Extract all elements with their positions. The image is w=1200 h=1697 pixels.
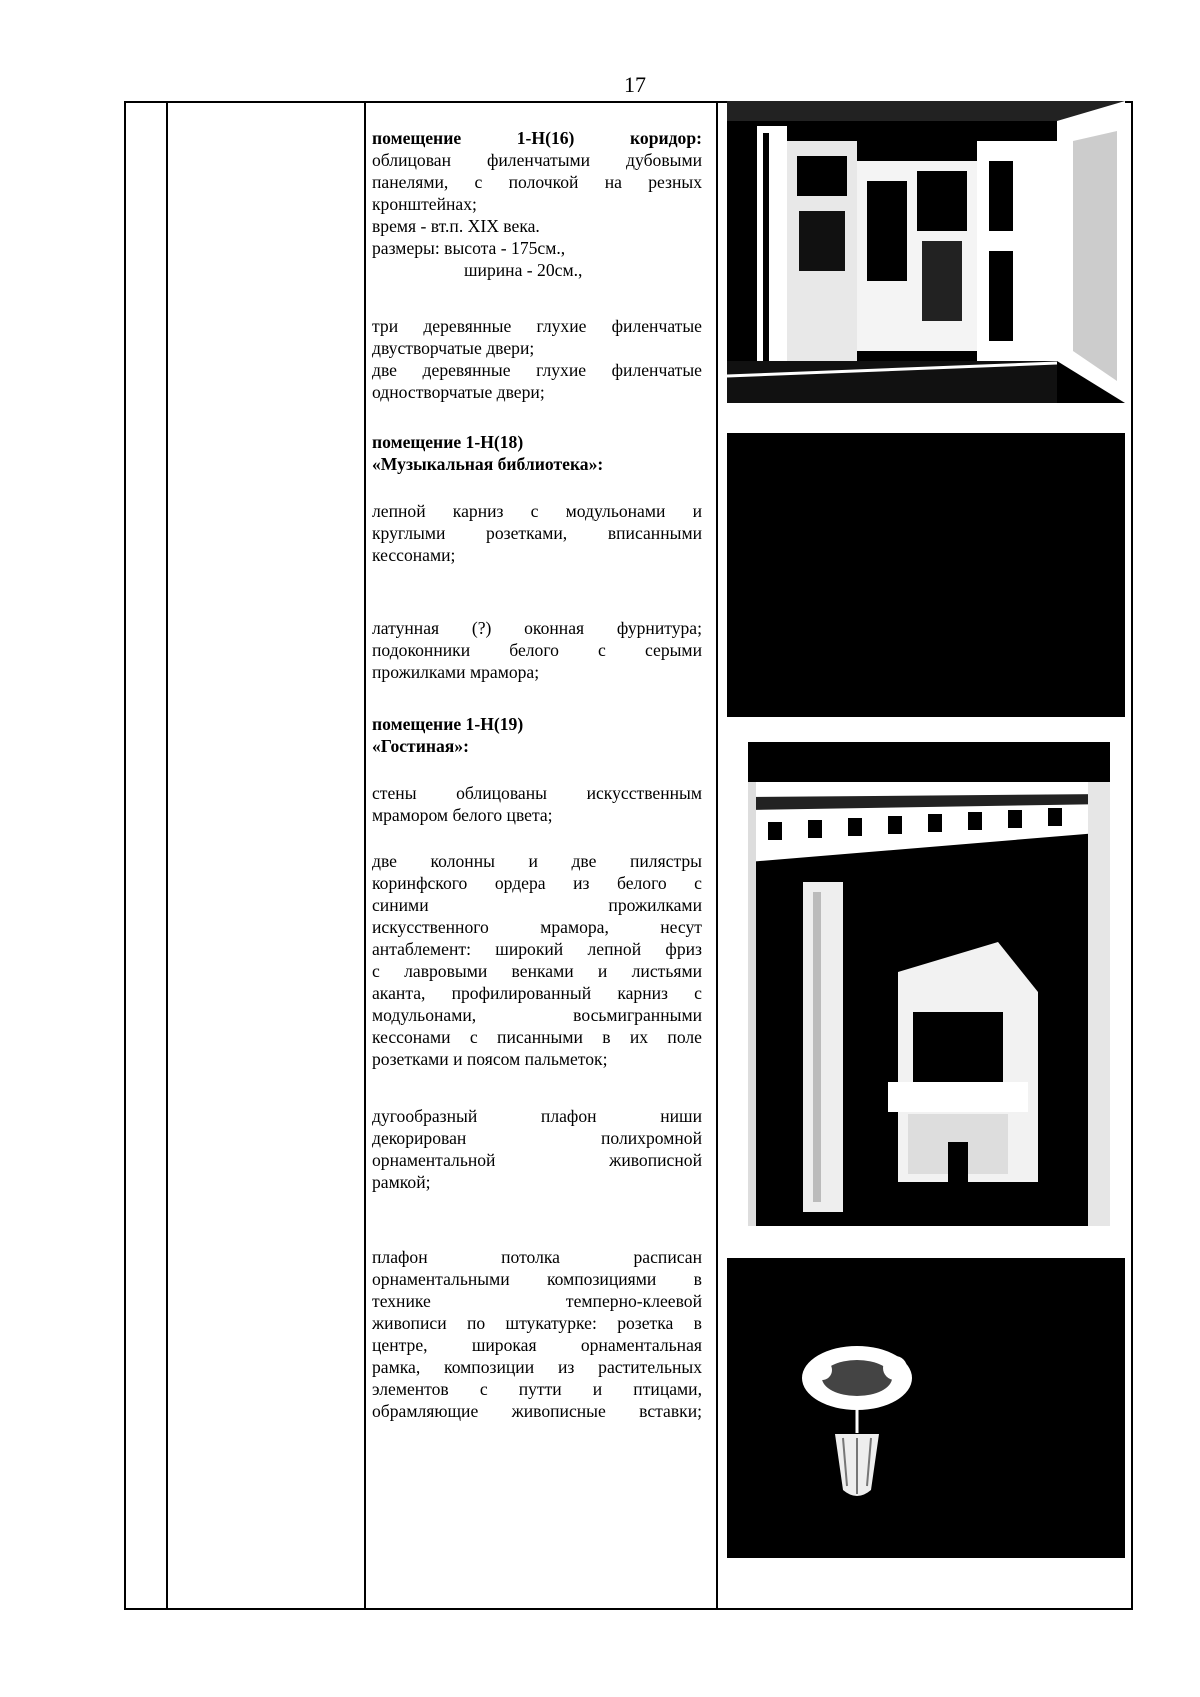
text-line: кессонами с писанными в их поле	[372, 1027, 702, 1047]
text-line: искусственного мрамора, несут	[372, 917, 702, 937]
text-line: кессонами;	[372, 545, 456, 565]
library-photo	[727, 433, 1125, 717]
text-line: модульонами, восьмигранными	[372, 1005, 702, 1025]
text-line: орнаментальными композициями в	[372, 1269, 702, 1289]
text-line: одностворчатые двери;	[372, 382, 545, 402]
text-line: круглыми розетками, вписанными	[372, 523, 702, 543]
text-line: кронштейнах;	[372, 194, 477, 214]
text-line: панелями, с полочкой на резных	[372, 172, 702, 192]
section-library-cornice	[372, 500, 702, 566]
text-line: дугообразный плафон ниши	[372, 1106, 702, 1126]
text-line: аканта, профилированный карниз с	[372, 983, 702, 1003]
section-heading: помещение 1-Н(18)	[372, 432, 524, 452]
text-line: время - вт.п. XIX века.	[372, 216, 540, 236]
text-line: рамкой;	[372, 1172, 431, 1192]
text-line: центре, широкая орнаментальная	[372, 1335, 702, 1355]
text-line: живописи по штукатурке: розетка в	[372, 1313, 702, 1333]
text-line: розетками и поясом пальметок;	[372, 1049, 608, 1069]
text-line: три деревянные глухие филенчатые	[372, 316, 702, 336]
text-line: рамка, композиции из растительных	[372, 1357, 702, 1377]
text-line: подоконники белого с серыми	[372, 640, 702, 660]
text-line: антаблемент: широкий лепной фриз	[372, 939, 702, 959]
text-line: синими прожилками	[372, 895, 702, 915]
section-living-ceiling	[372, 1246, 702, 1422]
text-line: с лавровыми венками и листьями	[372, 961, 702, 981]
section-heading: «Гостиная»:	[372, 736, 469, 756]
text-line: плафон потолка расписан	[372, 1247, 702, 1267]
section-corridor-doors	[372, 315, 702, 403]
text-line: лепной карниз с модульонами и	[372, 501, 702, 521]
text-line: технике темперно-клеевой	[372, 1291, 702, 1311]
text-line: двустворчатые двери;	[372, 338, 535, 358]
text-line: прожилками мрамора;	[372, 662, 540, 682]
text-line: ширина - 20см.,	[464, 260, 583, 280]
section-music-library	[372, 431, 702, 475]
text-line: коринфского ордера из белого с	[372, 873, 702, 893]
text-line: две деревянные глухие филенчатые	[372, 360, 702, 380]
section-corridor	[372, 127, 702, 281]
section-living-niche	[372, 1105, 702, 1193]
text-line: декорирован полихромной	[372, 1128, 702, 1148]
text-line: две колонны и две пилястры	[372, 851, 702, 871]
section-heading: помещение 1-Н(19)	[372, 714, 524, 734]
text-line: размеры: высота - 175см.,	[372, 238, 566, 258]
section-living-walls	[372, 782, 702, 826]
text-line: обрамляющие живописные вставки;	[372, 1401, 702, 1421]
section-heading: «Музыкальная библиотека»:	[372, 454, 604, 474]
ceiling-photo	[727, 1258, 1125, 1558]
page-number: 17	[624, 72, 646, 97]
section-library-window	[372, 617, 702, 683]
text-line: элементов с путти и птицами,	[372, 1379, 702, 1399]
living-room-photo	[748, 742, 1110, 1226]
text-line: орнаментальной живописной	[372, 1150, 702, 1170]
text-line: облицован филенчатыми дубовыми	[372, 150, 702, 170]
text-line: латунная (?) оконная фурнитура;	[372, 618, 702, 638]
section-living-columns	[372, 850, 702, 1070]
text-line: мрамором белого цвета;	[372, 805, 553, 825]
section-heading: помещение 1-Н(16) коридор:	[372, 128, 702, 148]
text-line: стены облицованы искусственным	[372, 783, 702, 803]
section-living-room	[372, 713, 702, 757]
corridor-photo	[727, 101, 1125, 403]
